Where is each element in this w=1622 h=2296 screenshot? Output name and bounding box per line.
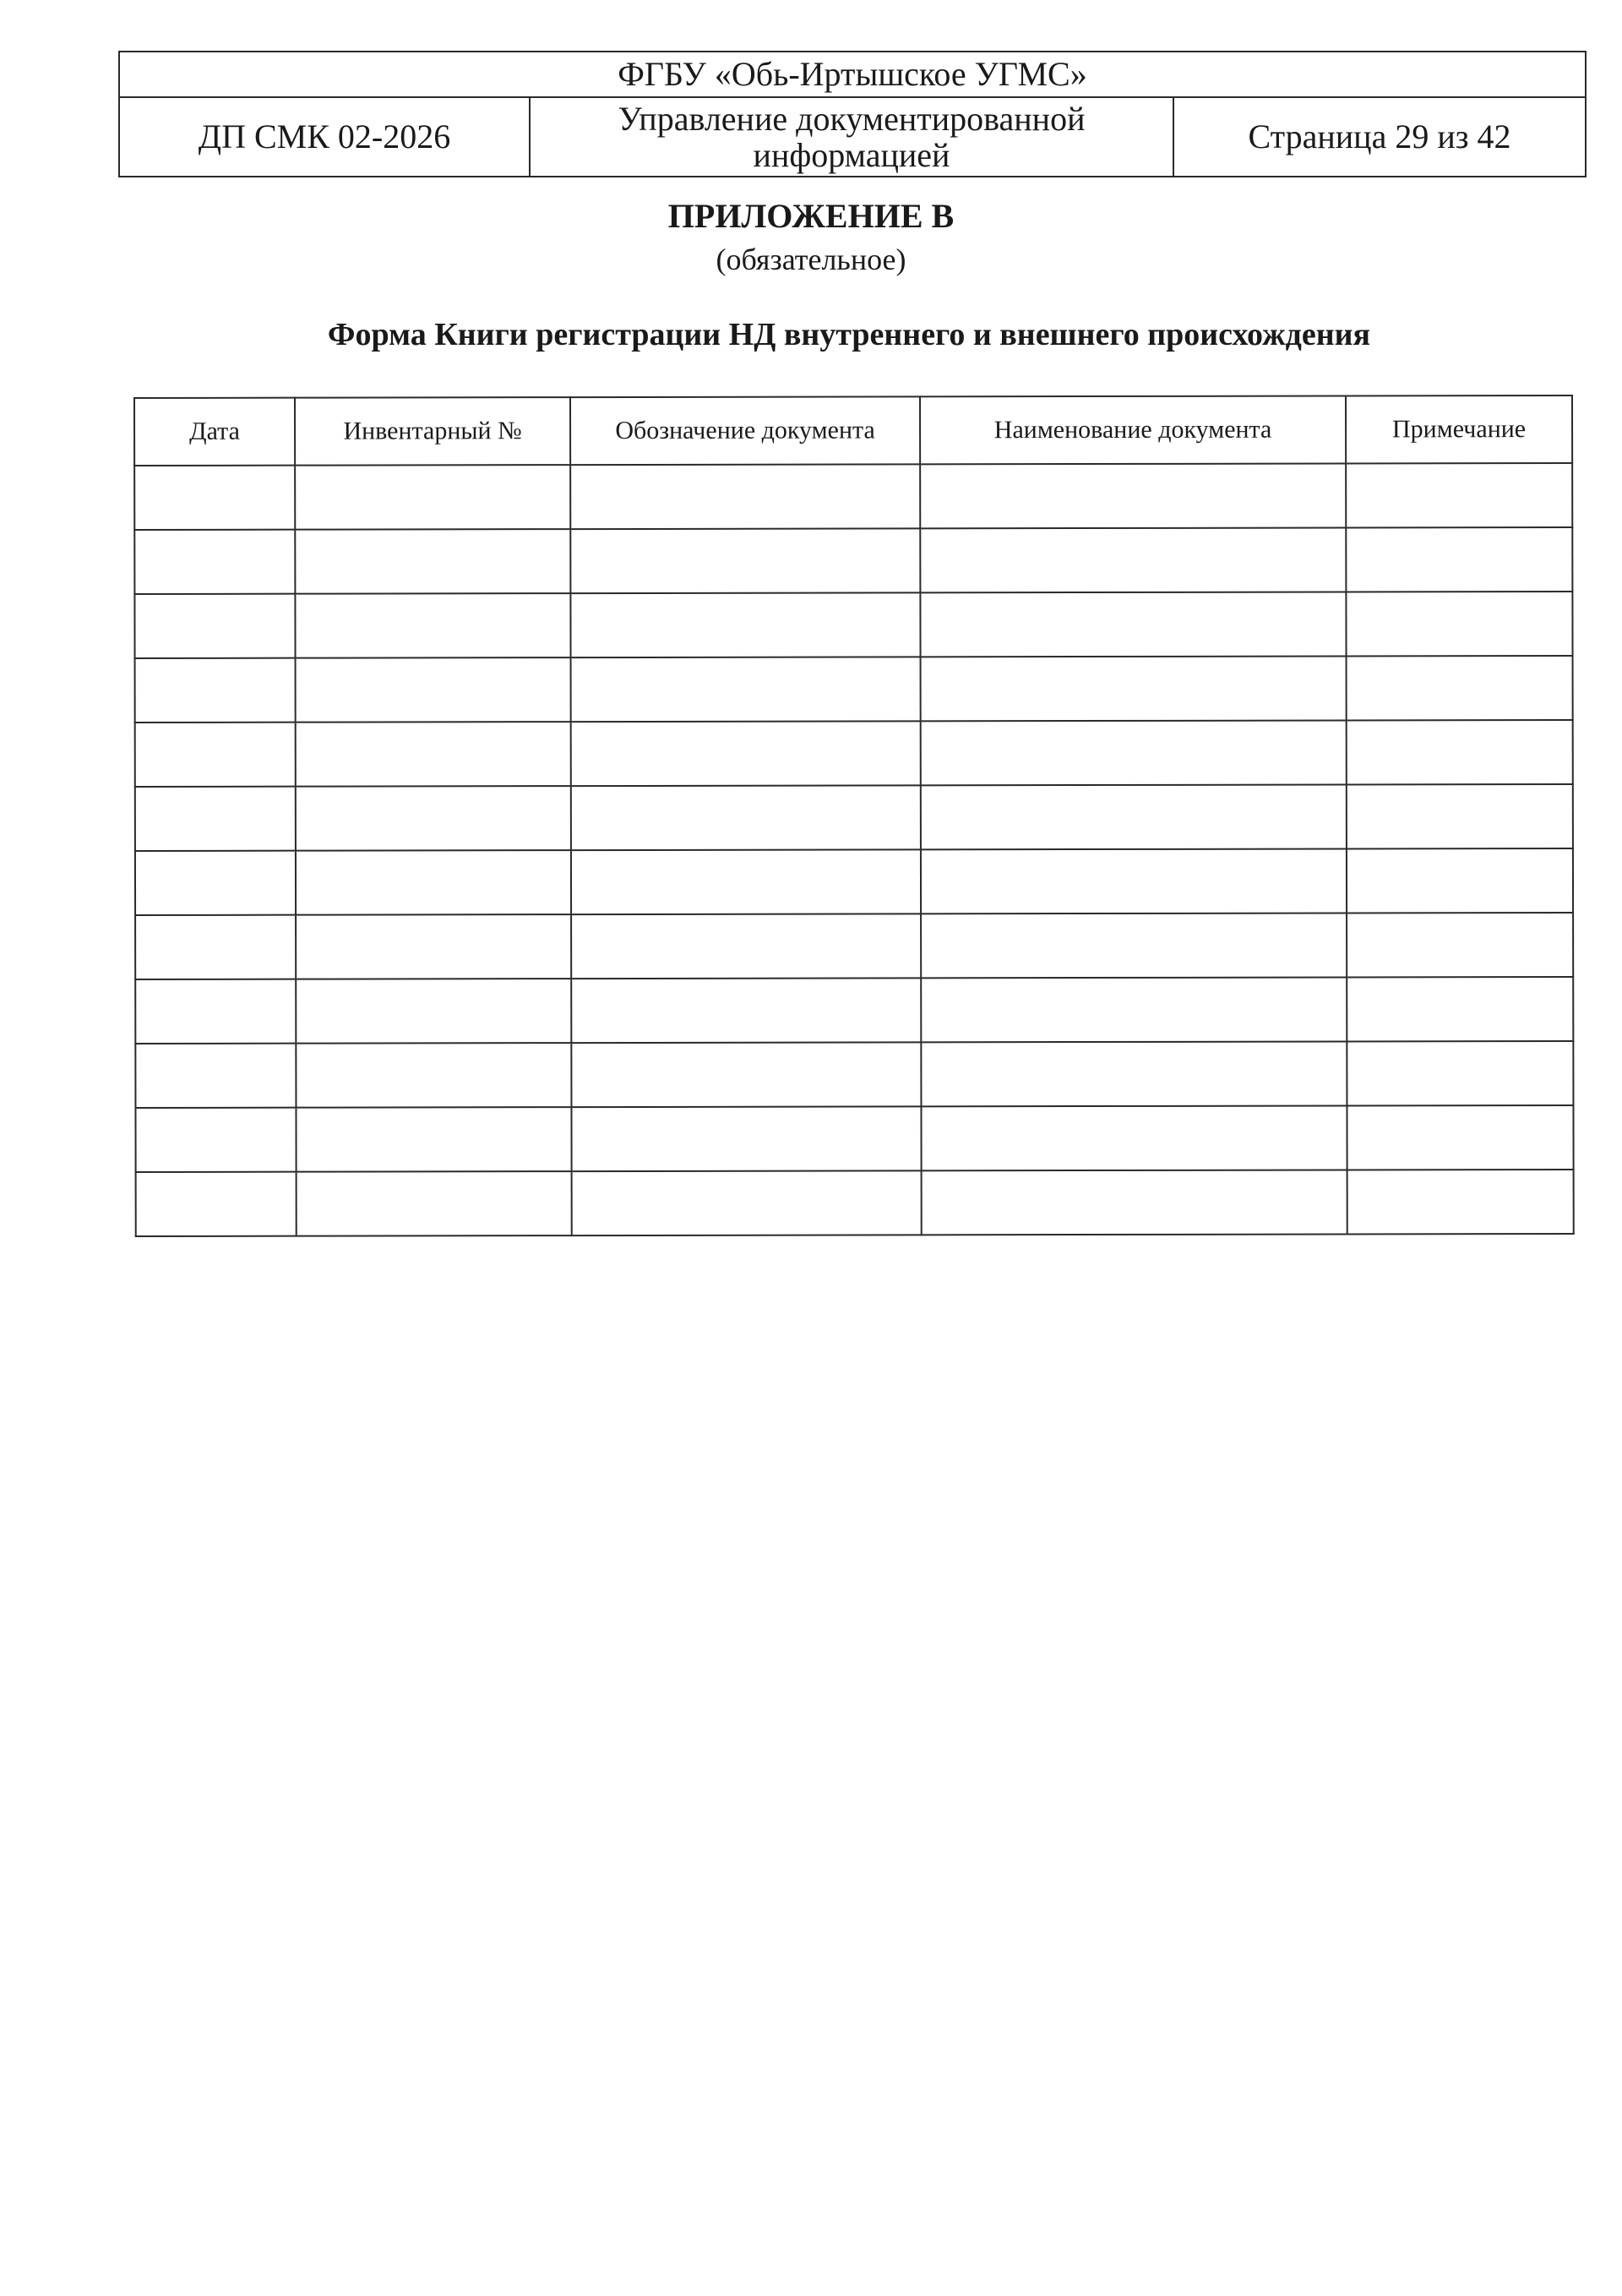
table-cell	[571, 913, 921, 979]
table-cell	[921, 656, 1347, 721]
table-row	[134, 527, 1572, 594]
table-cell	[136, 1172, 297, 1236]
table-row	[135, 848, 1573, 915]
document-code: ДП СМК 02-2026	[119, 97, 530, 177]
table-cell	[572, 1170, 922, 1235]
table-cell	[1347, 848, 1573, 913]
table-cell	[296, 722, 571, 787]
table-cell	[1346, 463, 1572, 527]
table-cell	[296, 1107, 571, 1172]
table-cell	[135, 787, 296, 851]
table-cell	[1346, 527, 1572, 592]
table-cell	[1346, 592, 1572, 656]
form-title: Форма Книги регистрации НД внутреннего и внешнего происхождения	[327, 317, 1371, 352]
table-cell	[1347, 1041, 1573, 1105]
table-row	[135, 1041, 1573, 1108]
page-number: Страница 29 из 42	[1173, 97, 1586, 177]
table-cell	[297, 1171, 572, 1236]
table-cell	[570, 592, 920, 657]
table-cell	[571, 721, 921, 786]
table-cell	[921, 720, 1347, 785]
table-cell	[570, 528, 920, 593]
table-cell	[135, 1108, 296, 1172]
table-cell	[1347, 977, 1573, 1041]
column-header-document-name: Наименование документа	[920, 395, 1346, 464]
table-cell	[134, 530, 295, 594]
table-row	[135, 913, 1573, 979]
table-cell	[571, 1106, 921, 1171]
table-cell	[135, 851, 296, 915]
table-row	[134, 592, 1572, 658]
column-header-date: Дата	[134, 398, 295, 466]
table-cell	[295, 529, 570, 594]
table-cell	[1347, 656, 1573, 720]
table-cell	[135, 1044, 296, 1108]
table-row	[135, 720, 1573, 787]
table-row	[135, 656, 1573, 723]
table-cell	[571, 849, 921, 914]
table-cell	[570, 464, 920, 529]
table-cell	[295, 465, 570, 530]
table-cell	[134, 594, 295, 658]
table-cell	[571, 978, 921, 1043]
table-cell	[921, 977, 1347, 1042]
table-row	[135, 977, 1573, 1044]
document-header	[118, 51, 1587, 177]
table-cell	[921, 1041, 1347, 1106]
table-cell	[1347, 1170, 1574, 1234]
table-row	[135, 1105, 1573, 1172]
column-header-designation: Обозначение документа	[570, 396, 920, 465]
table-cell	[295, 593, 570, 658]
table-header-row	[134, 395, 1572, 466]
organization-name: ФГБУ «Обь-Иртышское УГМС»	[119, 52, 1586, 97]
table-row	[134, 463, 1572, 530]
table-cell	[571, 785, 921, 850]
table-cell	[296, 1043, 571, 1108]
table-cell	[1347, 1105, 1573, 1170]
table-cell	[920, 592, 1346, 657]
table-cell	[571, 1042, 921, 1107]
table-cell	[296, 914, 571, 979]
table-cell	[135, 915, 296, 979]
table-cell	[296, 979, 571, 1044]
appendix-title: ПРИЛОЖЕНИЕ В	[667, 197, 955, 235]
table-cell	[135, 979, 296, 1044]
table-cell	[921, 848, 1347, 913]
table-cell	[920, 463, 1346, 528]
document-subject: Управление документированной информацией	[530, 97, 1173, 177]
table-cell	[921, 913, 1347, 978]
table-cell	[922, 1170, 1347, 1235]
table-cell	[921, 784, 1347, 849]
table-cell	[1347, 720, 1573, 784]
table-cell	[571, 657, 921, 722]
registration-table	[133, 395, 1575, 1237]
column-header-inventory-number: Инвентарный №	[295, 397, 570, 466]
table-cell	[135, 658, 296, 723]
table-cell	[920, 527, 1346, 592]
table-row	[135, 784, 1573, 851]
table-cell	[921, 1105, 1347, 1170]
column-header-note: Примечание	[1346, 395, 1572, 463]
table-cell	[296, 850, 571, 915]
table-cell	[134, 466, 295, 530]
table-body	[134, 463, 1574, 1236]
table-cell	[1347, 913, 1573, 977]
table-cell	[296, 786, 571, 851]
table-cell	[135, 723, 296, 787]
appendix-subtitle: (обязательное)	[716, 243, 906, 276]
table-row	[136, 1170, 1574, 1236]
table-cell	[1347, 784, 1573, 848]
table-cell	[296, 657, 571, 723]
